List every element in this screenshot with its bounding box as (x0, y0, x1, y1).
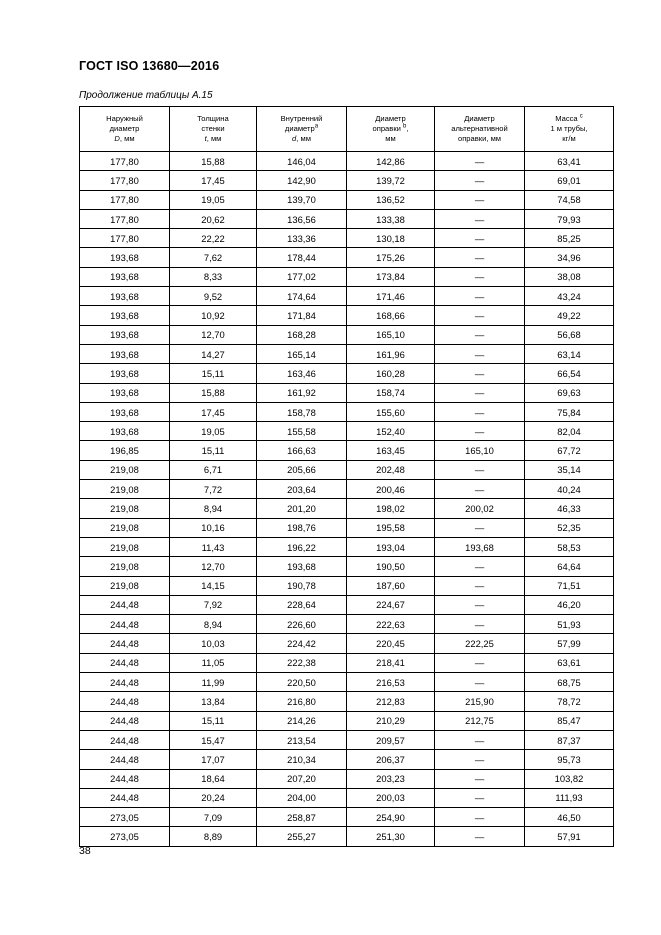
alt-drift-diameter-cell: — (435, 287, 525, 306)
mass-cell: 38,08 (525, 267, 614, 286)
alt-drift-diameter-cell: — (435, 653, 525, 672)
mass-cell: 71,51 (525, 576, 614, 595)
outer-diameter-cell: 193,68 (80, 344, 170, 363)
mass-cell: 103,82 (525, 769, 614, 788)
table-row (80, 769, 614, 788)
mass-cell: 87,37 (525, 730, 614, 749)
outer-diameter-cell: 244,48 (80, 595, 170, 614)
inner-diameter-cell: 133,36 (257, 229, 347, 248)
table-row (80, 383, 614, 402)
col-header-wall-thickness: Толщина стенки t, мм (170, 107, 257, 152)
wall-thickness-cell: 15,11 (170, 364, 257, 383)
table-row (80, 595, 614, 614)
inner-diameter-cell: 177,02 (257, 267, 347, 286)
alt-drift-diameter-cell: — (435, 229, 525, 248)
outer-diameter-cell: 193,68 (80, 383, 170, 402)
inner-diameter-cell: 171,84 (257, 306, 347, 325)
table-row (80, 827, 614, 846)
mass-cell: 78,72 (525, 692, 614, 711)
alt-drift-diameter-cell: 200,02 (435, 499, 525, 518)
wall-thickness-cell: 12,70 (170, 325, 257, 344)
wall-thickness-cell: 22,22 (170, 229, 257, 248)
outer-diameter-cell: 193,68 (80, 306, 170, 325)
wall-thickness-cell: 7,72 (170, 480, 257, 499)
inner-diameter-cell: 204,00 (257, 788, 347, 807)
drift-diameter-cell: 209,57 (347, 730, 435, 749)
mass-cell: 69,01 (525, 171, 614, 190)
table-row (80, 576, 614, 595)
mass-cell: 40,24 (525, 480, 614, 499)
outer-diameter-cell: 196,85 (80, 441, 170, 460)
alt-drift-diameter-cell: — (435, 557, 525, 576)
table-caption: Продолжение таблицы А.15 (79, 90, 213, 101)
outer-diameter-cell: 219,08 (80, 460, 170, 479)
mass-cell: 52,35 (525, 518, 614, 537)
mass-cell: 85,47 (525, 711, 614, 730)
drift-diameter-cell: 251,30 (347, 827, 435, 846)
table-row (80, 557, 614, 576)
drift-diameter-cell: 142,86 (347, 152, 435, 171)
mass-cell: 57,99 (525, 634, 614, 653)
inner-diameter-cell: 166,63 (257, 441, 347, 460)
wall-thickness-cell: 15,11 (170, 711, 257, 730)
drift-diameter-cell: 203,23 (347, 769, 435, 788)
col-header-outer-diameter: Наружный диаметр D, мм (80, 107, 170, 152)
inner-diameter-cell: 168,28 (257, 325, 347, 344)
table-row (80, 344, 614, 363)
wall-thickness-cell: 10,16 (170, 518, 257, 537)
drift-diameter-cell: 152,40 (347, 422, 435, 441)
table-row (80, 808, 614, 827)
table-row (80, 209, 614, 228)
drift-diameter-cell: 130,18 (347, 229, 435, 248)
inner-diameter-cell: 203,64 (257, 480, 347, 499)
alt-drift-diameter-cell: — (435, 402, 525, 421)
outer-diameter-cell: 193,68 (80, 422, 170, 441)
alt-drift-diameter-cell: 165,10 (435, 441, 525, 460)
col-header-mass-per-meter: Масса $^c$ 1 м трубы, кг/м (525, 107, 614, 152)
inner-diameter-cell: 165,14 (257, 344, 347, 363)
inner-diameter-cell: 222,38 (257, 653, 347, 672)
drift-diameter-cell: 222,63 (347, 615, 435, 634)
wall-thickness-cell: 8,89 (170, 827, 257, 846)
wall-thickness-cell: 15,47 (170, 730, 257, 749)
inner-diameter-cell: 155,58 (257, 422, 347, 441)
alt-drift-diameter-cell: — (435, 788, 525, 807)
alt-drift-diameter-cell: — (435, 576, 525, 595)
table-row (80, 634, 614, 653)
wall-thickness-cell: 6,71 (170, 460, 257, 479)
table-row (80, 364, 614, 383)
table-row (80, 730, 614, 749)
wall-thickness-cell: 8,94 (170, 615, 257, 634)
alt-drift-diameter-cell: — (435, 460, 525, 479)
wall-thickness-cell: 10,92 (170, 306, 257, 325)
wall-thickness-cell: 8,94 (170, 499, 257, 518)
wall-thickness-cell: 14,15 (170, 576, 257, 595)
table-row (80, 692, 614, 711)
drift-diameter-cell: 155,60 (347, 402, 435, 421)
inner-diameter-cell: 158,78 (257, 402, 347, 421)
outer-diameter-cell: 273,05 (80, 827, 170, 846)
outer-diameter-cell: 177,80 (80, 190, 170, 209)
mass-cell: 34,96 (525, 248, 614, 267)
mass-cell: 57,91 (525, 827, 614, 846)
page-number: 38 (79, 845, 91, 857)
alt-drift-diameter-cell: — (435, 480, 525, 499)
alt-drift-diameter-cell: — (435, 827, 525, 846)
outer-diameter-cell: 193,68 (80, 364, 170, 383)
mass-cell: 63,61 (525, 653, 614, 672)
alt-drift-diameter-cell: — (435, 808, 525, 827)
inner-diameter-cell: 142,90 (257, 171, 347, 190)
drift-diameter-cell: 218,41 (347, 653, 435, 672)
table-body (80, 152, 614, 847)
drift-diameter-cell: 168,66 (347, 306, 435, 325)
inner-diameter-cell: 210,34 (257, 750, 347, 769)
drift-diameter-cell: 158,74 (347, 383, 435, 402)
inner-diameter-cell: 163,46 (257, 364, 347, 383)
table-row (80, 460, 614, 479)
drift-diameter-cell: 165,10 (347, 325, 435, 344)
drift-diameter-cell: 133,38 (347, 209, 435, 228)
alt-drift-diameter-cell: — (435, 344, 525, 363)
drift-diameter-cell: 161,96 (347, 344, 435, 363)
document-title: ГОСТ ISO 13680—2016 (79, 59, 220, 73)
col-header-alt-drift-diameter: Диаметр альтернативной оправки, мм (435, 107, 525, 152)
outer-diameter-cell: 219,08 (80, 557, 170, 576)
wall-thickness-cell: 8,33 (170, 267, 257, 286)
outer-diameter-cell: 177,80 (80, 209, 170, 228)
wall-thickness-cell: 17,45 (170, 402, 257, 421)
inner-diameter-cell: 201,20 (257, 499, 347, 518)
inner-diameter-cell: 174,64 (257, 287, 347, 306)
inner-diameter-cell: 205,66 (257, 460, 347, 479)
outer-diameter-cell: 244,48 (80, 769, 170, 788)
drift-diameter-cell: 206,37 (347, 750, 435, 769)
outer-diameter-cell: 219,08 (80, 576, 170, 595)
table-row (80, 441, 614, 460)
inner-diameter-cell: 258,87 (257, 808, 347, 827)
inner-diameter-cell: 139,70 (257, 190, 347, 209)
alt-drift-diameter-cell: 222,25 (435, 634, 525, 653)
col-header-inner-diameter: Внутренний диаметр$^a$ d, мм (257, 107, 347, 152)
mass-cell: 79,93 (525, 209, 614, 228)
drift-diameter-cell: 195,58 (347, 518, 435, 537)
inner-diameter-cell: 178,44 (257, 248, 347, 267)
outer-diameter-cell: 244,48 (80, 730, 170, 749)
mass-cell: 35,14 (525, 460, 614, 479)
mass-cell: 75,84 (525, 402, 614, 421)
inner-diameter-cell: 193,68 (257, 557, 347, 576)
drift-diameter-cell: 190,50 (347, 557, 435, 576)
table-row (80, 267, 614, 286)
drift-diameter-cell: 171,46 (347, 287, 435, 306)
drift-diameter-cell: 224,67 (347, 595, 435, 614)
inner-diameter-cell: 220,50 (257, 673, 347, 692)
col-header-drift-diameter: Диаметр оправки $^b$, мм (347, 107, 435, 152)
mass-cell: 63,41 (525, 152, 614, 171)
alt-drift-diameter-cell: — (435, 171, 525, 190)
table-row (80, 422, 614, 441)
mass-cell: 51,93 (525, 615, 614, 634)
drift-diameter-cell: 187,60 (347, 576, 435, 595)
alt-drift-diameter-cell: 212,75 (435, 711, 525, 730)
alt-drift-diameter-cell: — (435, 730, 525, 749)
table-header-row (80, 107, 614, 152)
wall-thickness-cell: 12,70 (170, 557, 257, 576)
wall-thickness-cell: 19,05 (170, 422, 257, 441)
drift-diameter-cell: 198,02 (347, 499, 435, 518)
outer-diameter-cell: 244,48 (80, 653, 170, 672)
wall-thickness-cell: 20,24 (170, 788, 257, 807)
table-row (80, 788, 614, 807)
mass-cell: 67,72 (525, 441, 614, 460)
wall-thickness-cell: 15,11 (170, 441, 257, 460)
mass-cell: 43,24 (525, 287, 614, 306)
alt-drift-diameter-cell: — (435, 364, 525, 383)
drift-diameter-cell: 160,28 (347, 364, 435, 383)
inner-diameter-cell: 213,54 (257, 730, 347, 749)
table-row (80, 402, 614, 421)
inner-diameter-cell: 196,22 (257, 537, 347, 556)
alt-drift-diameter-cell: — (435, 518, 525, 537)
alt-drift-diameter-cell: — (435, 673, 525, 692)
table-row (80, 325, 614, 344)
outer-diameter-cell: 177,80 (80, 171, 170, 190)
alt-drift-diameter-cell: — (435, 267, 525, 286)
outer-diameter-cell: 244,48 (80, 711, 170, 730)
inner-diameter-cell: 216,80 (257, 692, 347, 711)
wall-thickness-cell: 7,92 (170, 595, 257, 614)
wall-thickness-cell: 9,52 (170, 287, 257, 306)
outer-diameter-cell: 219,08 (80, 480, 170, 499)
wall-thickness-cell: 13,84 (170, 692, 257, 711)
inner-diameter-cell: 190,78 (257, 576, 347, 595)
mass-cell: 74,58 (525, 190, 614, 209)
alt-drift-diameter-cell: — (435, 209, 525, 228)
alt-drift-diameter-cell: — (435, 615, 525, 634)
inner-diameter-cell: 207,20 (257, 769, 347, 788)
alt-drift-diameter-cell: 193,68 (435, 537, 525, 556)
inner-diameter-cell: 255,27 (257, 827, 347, 846)
table-row (80, 615, 614, 634)
wall-thickness-cell: 7,09 (170, 808, 257, 827)
outer-diameter-cell: 273,05 (80, 808, 170, 827)
wall-thickness-cell: 15,88 (170, 152, 257, 171)
table-row (80, 499, 614, 518)
inner-diameter-cell: 224,42 (257, 634, 347, 653)
drift-diameter-cell: 212,83 (347, 692, 435, 711)
mass-cell: 63,14 (525, 344, 614, 363)
alt-drift-diameter-cell: — (435, 306, 525, 325)
drift-diameter-cell: 200,46 (347, 480, 435, 499)
table-row (80, 673, 614, 692)
drift-diameter-cell: 202,48 (347, 460, 435, 479)
table-row (80, 653, 614, 672)
wall-thickness-cell: 18,64 (170, 769, 257, 788)
wall-thickness-cell: 11,05 (170, 653, 257, 672)
inner-diameter-cell: 136,56 (257, 209, 347, 228)
outer-diameter-cell: 219,08 (80, 518, 170, 537)
mass-cell: 68,75 (525, 673, 614, 692)
inner-diameter-cell: 214,26 (257, 711, 347, 730)
wall-thickness-cell: 10,03 (170, 634, 257, 653)
outer-diameter-cell: 177,80 (80, 229, 170, 248)
outer-diameter-cell: 244,48 (80, 750, 170, 769)
table-row (80, 287, 614, 306)
outer-diameter-cell: 193,68 (80, 402, 170, 421)
mass-cell: 58,53 (525, 537, 614, 556)
mass-cell: 111,93 (525, 788, 614, 807)
drift-diameter-cell: 220,45 (347, 634, 435, 653)
outer-diameter-cell: 177,80 (80, 152, 170, 171)
outer-diameter-cell: 219,08 (80, 499, 170, 518)
table-row (80, 750, 614, 769)
outer-diameter-cell: 193,68 (80, 287, 170, 306)
drift-diameter-cell: 254,90 (347, 808, 435, 827)
outer-diameter-cell: 219,08 (80, 537, 170, 556)
mass-cell: 64,64 (525, 557, 614, 576)
wall-thickness-cell: 11,99 (170, 673, 257, 692)
table-row (80, 480, 614, 499)
mass-cell: 69,63 (525, 383, 614, 402)
drift-diameter-cell: 175,26 (347, 248, 435, 267)
wall-thickness-cell: 19,05 (170, 190, 257, 209)
outer-diameter-cell: 193,68 (80, 248, 170, 267)
table-row (80, 711, 614, 730)
wall-thickness-cell: 20,62 (170, 209, 257, 228)
alt-drift-diameter-cell: 215,90 (435, 692, 525, 711)
outer-diameter-cell: 244,48 (80, 634, 170, 653)
mass-cell: 82,04 (525, 422, 614, 441)
table-row (80, 171, 614, 190)
outer-diameter-cell: 244,48 (80, 788, 170, 807)
inner-diameter-cell: 226,60 (257, 615, 347, 634)
alt-drift-diameter-cell: — (435, 422, 525, 441)
drift-diameter-cell: 163,45 (347, 441, 435, 460)
mass-cell: 66,54 (525, 364, 614, 383)
wall-thickness-cell: 15,88 (170, 383, 257, 402)
mass-cell: 85,25 (525, 229, 614, 248)
alt-drift-diameter-cell: — (435, 383, 525, 402)
outer-diameter-cell: 244,48 (80, 692, 170, 711)
wall-thickness-cell: 14,27 (170, 344, 257, 363)
drift-diameter-cell: 173,84 (347, 267, 435, 286)
outer-diameter-cell: 244,48 (80, 673, 170, 692)
outer-diameter-cell: 244,48 (80, 615, 170, 634)
wall-thickness-cell: 17,45 (170, 171, 257, 190)
mass-cell: 56,68 (525, 325, 614, 344)
inner-diameter-cell: 146,04 (257, 152, 347, 171)
mass-cell: 46,33 (525, 499, 614, 518)
alt-drift-diameter-cell: — (435, 248, 525, 267)
pipe-dimensions-table (79, 106, 614, 847)
drift-diameter-cell: 200,03 (347, 788, 435, 807)
drift-diameter-cell: 139,72 (347, 171, 435, 190)
table-row (80, 190, 614, 209)
alt-drift-diameter-cell: — (435, 190, 525, 209)
outer-diameter-cell: 193,68 (80, 267, 170, 286)
drift-diameter-cell: 136,52 (347, 190, 435, 209)
alt-drift-diameter-cell: — (435, 595, 525, 614)
alt-drift-diameter-cell: — (435, 325, 525, 344)
wall-thickness-cell: 11,43 (170, 537, 257, 556)
alt-drift-diameter-cell: — (435, 769, 525, 788)
wall-thickness-cell: 17,07 (170, 750, 257, 769)
alt-drift-diameter-cell: — (435, 750, 525, 769)
mass-cell: 95,73 (525, 750, 614, 769)
outer-diameter-cell: 193,68 (80, 325, 170, 344)
mass-cell: 46,50 (525, 808, 614, 827)
table-row (80, 229, 614, 248)
table-row (80, 306, 614, 325)
wall-thickness-cell: 7,62 (170, 248, 257, 267)
table-row (80, 248, 614, 267)
inner-diameter-cell: 198,76 (257, 518, 347, 537)
table-row (80, 152, 614, 171)
inner-diameter-cell: 228,64 (257, 595, 347, 614)
inner-diameter-cell: 161,92 (257, 383, 347, 402)
drift-diameter-cell: 193,04 (347, 537, 435, 556)
mass-cell: 46,20 (525, 595, 614, 614)
mass-cell: 49,22 (525, 306, 614, 325)
table-row (80, 537, 614, 556)
alt-drift-diameter-cell: — (435, 152, 525, 171)
drift-diameter-cell: 210,29 (347, 711, 435, 730)
drift-diameter-cell: 216,53 (347, 673, 435, 692)
table-row (80, 518, 614, 537)
